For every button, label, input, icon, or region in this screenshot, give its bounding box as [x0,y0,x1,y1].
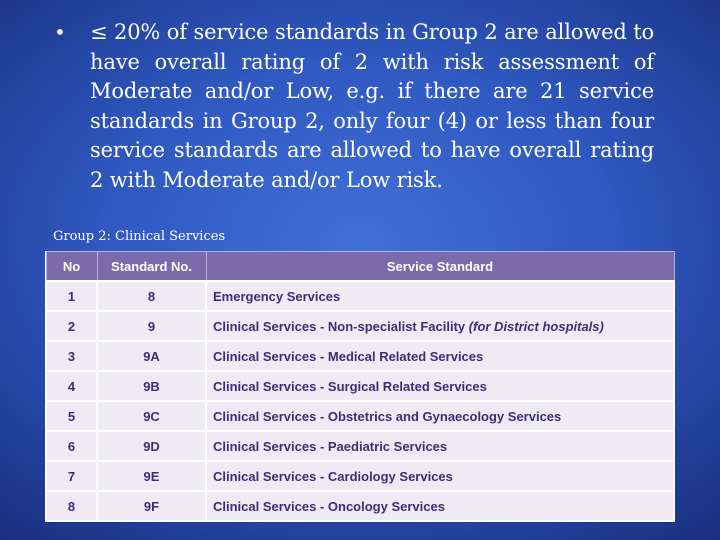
cell-standard-no: 8 [97,281,206,311]
table-row [46,491,674,521]
bullet-point [54,18,654,195]
cell-service-standard [206,341,674,371]
table-row [46,461,674,491]
cell-standard-no: 9 [97,311,206,341]
table-row [46,281,674,311]
cell-standard-no: 9D [97,431,206,461]
cell-service-standard [206,431,674,461]
cell-no: 4 [46,371,97,401]
table-row [46,431,674,461]
cell-no: 1 [46,281,97,311]
cell-service-standard [206,401,674,431]
table-row [46,311,674,341]
table-row [46,341,674,371]
service-note: (for District hospitals) [468,318,604,334]
cell-standard-no: 9A [97,341,206,371]
cell-no: 8 [46,491,97,521]
cell-standard-no: 9C [97,401,206,431]
service-name: Clinical Services - Surgical Related Services [213,378,487,394]
header-standard-no: Standard No. [97,252,206,282]
table-header-row [46,252,674,282]
service-standards-table [45,251,675,522]
cell-no: 6 [46,431,97,461]
cell-no: 7 [46,461,97,491]
service-name: Clinical Services - Medical Related Services [213,348,484,364]
cell-no: 5 [46,401,97,431]
bullet-text: ≤ 20% of service standards in Group 2 are allowed to have overall rating of 2 with risk assessment of Moderate and/or Low, e.g. if there are 21 service standards in Group 2, only four (4) or less than four service standards are allowed to have overall rating 2 with Moderate and/or Low risk. [90,20,654,192]
header-no: No [46,252,97,282]
service-name: Clinical Services - Oncology Services [213,498,445,514]
cell-no: 3 [46,341,97,371]
service-name: Emergency Services [213,288,341,304]
cell-standard-no: 9B [97,371,206,401]
cell-service-standard [206,281,674,311]
service-name: Clinical Services - Cardiology Services [213,468,453,484]
cell-service-standard [206,311,674,341]
service-name: Clinical Services - Non-specialist Facility [213,318,469,334]
bullet-marker: • [54,20,66,44]
cell-service-standard [206,371,674,401]
service-name: Clinical Services - Obstetrics and Gynaecology Services [213,408,562,424]
service-name: Clinical Services - Paediatric Services [213,438,448,454]
table-row [46,401,674,431]
cell-service-standard [206,461,674,491]
header-service-standard: Service Standard [206,252,674,282]
table-row [46,371,674,401]
cell-no: 2 [46,311,97,341]
cell-standard-no: 9E [97,461,206,491]
cell-service-standard [206,491,674,521]
table-caption: Group 2: Clinical Services [53,229,226,244]
cell-standard-no: 9F [97,491,206,521]
